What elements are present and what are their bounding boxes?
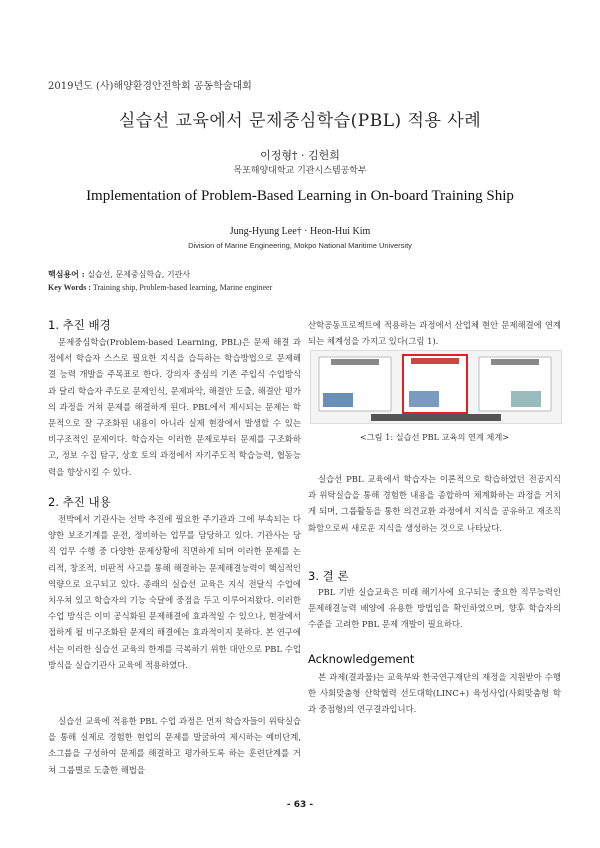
authors-korean: 이정형† · 김헌희 [260, 149, 340, 162]
title-english: Implementation of Problem-Based Learning in On-board Training Ship [86, 188, 514, 204]
keywords-korean-label: 핵심용어 : [48, 269, 85, 279]
keywords-korean [48, 269, 190, 280]
intro-paragraph: 문제중심학습(Problem-based Learning, PBL)은 문제 해결 과정에서 학습자 스스로 필요한 지식을 습득하는 학습방법으로 문제해결 능력 개발을 주목표로 한다. 강의자 중심의 기존 주입식 수업방식과 달리 학습자 주도로 문제인식, 문제파악, 해결안 도출, 해결안 평가의 과정을 거쳐 문제를 해결하게 된다. PBL에서 제시되는 문제는 학문적으로 잘 구조화된 내용이 아니라 실제 현장에서 발생할 수 있는 비구조적인 문제이다. 학습자는 이러한 문제로부터 문제를 구조화하고, 정보 수집 탐구, 상호 토의 과정에서 자기주도적 학습능력, 협동능력을 향상시킬 수 있다. [48, 337, 301, 477]
section-heading-content: 2. 추진 내용 [48, 495, 111, 509]
keywords-english [48, 283, 272, 292]
affiliation-korean: 목포해양대학교 기관시스템공학부 [233, 166, 367, 176]
content-paragraph-1: 전박에서 기관사는 선박 추진에 필요한 주기관과 그에 부속되는 다양한 보조기계를 운전, 정비하는 업무를 담당하고 있다. 기관사는 당직 업무 수행 중 다양한 문제상황에 직면하게 되며 이러한 문제를 논리적, 창조적, 비판적 사고를 통해 해결하는 문제해결능력이 핵심적인 역량으로 요구되고 있다. 종래의 실습선 교육은 지식 전달식 수업에 치우쳐 있고 학습자의 기능 숙달에 중점을 두고 이루어져왔다. 이러한 수업 방식은 이미 공식화된 문제해결에 효과적일 수 있으나, 현장에서 접하게 될 비구조화된 문제의 해결에는 효과적이지 못하다. 본 연구에서는 이러한 실습선 교육의 한계를 극복하기 위한 대안으로 PBL 수업 방식을 실습기관사 교육에 적용하였다. [48, 514, 301, 670]
title-korean: 실습선 교육에서 문제중심학습(PBL) 적용 사례 [118, 111, 482, 131]
conference-header: 2019년도 (사)해양환경안전학회 공동학술대회 [48, 81, 252, 92]
keywords-english-text: Training ship, Problem-based learning, Marine engineer [92, 283, 273, 292]
ack-paragraph: 본 과제(결과물)는 교육부와 한국연구재단의 재정을 지원받아 수행한 사회맞춤형 산학협력 선도대학(LINC+) 육성사업(사회맞춤형 학과 중점형)의 연구결과입니다. [308, 672, 561, 715]
figure-diagram [311, 351, 561, 423]
keywords-korean-text: 실습선, 문제중심학습, 기관사 [87, 270, 191, 279]
conclusion-paragraph: PBL 기반 실습교육은 미래 해기사에 요구되는 중요한 직무능력인 문제해결능력 배양에 유용한 방법임을 확인하였으며, 향후 학습자의 수준을 고려한 PBL 문제 개발이 필요하다. [308, 587, 561, 630]
right-paragraph-1: 산학공동프로젝트에 적용하는 과정에서 산업체 현안 문제해결에 연계되는 체계성을 가지고 있다(그림 1). [308, 320, 561, 347]
authors-english: Jung-Hyung Lee† · Heon-Hui Kim [229, 226, 371, 237]
section-heading-conclusion: 3. 결 론 [308, 569, 349, 583]
section-heading-ack: Acknowledgement [308, 652, 415, 666]
affiliation-english: Division of Marine Engineering, Mokpo National Maritime University [188, 241, 412, 250]
content-paragraph-2: 실습선 교육에 적용한 PBL 수업 과정은 먼저 학습자들이 위탁실습을 통해 실제로 경험한 현업의 문제를 발굴하여 제시하는 예비단계, 소그룹을 구성하여 문제를 해결하고 평가하도록 하는 훈련단계를 거쳐 그룹별로 도출한 해법을 [48, 716, 301, 775]
page-number: - 63 - [286, 800, 314, 810]
right-paragraph-2: 실습선 PBL 교육에서 학습자는 이론적으로 학습하였던 전공지식과 위탁실습을 통해 경험한 내용을 종합하여 체계화하는 과정을 거치게 되며, 그룹활동을 통한 의견교환 과정에서 지식을 공유하고 재조직화함으로써 새로운 지식을 생성하는 것으로 나타났다. [308, 474, 561, 533]
figure-pbl-system [310, 350, 562, 424]
figure-caption: <그림 1: 실습선 PBL 교육의 연계 체계> [359, 432, 510, 442]
keywords-english-label: Key Words : [48, 283, 91, 292]
section-heading-intro: 1. 추진 배경 [48, 318, 111, 332]
